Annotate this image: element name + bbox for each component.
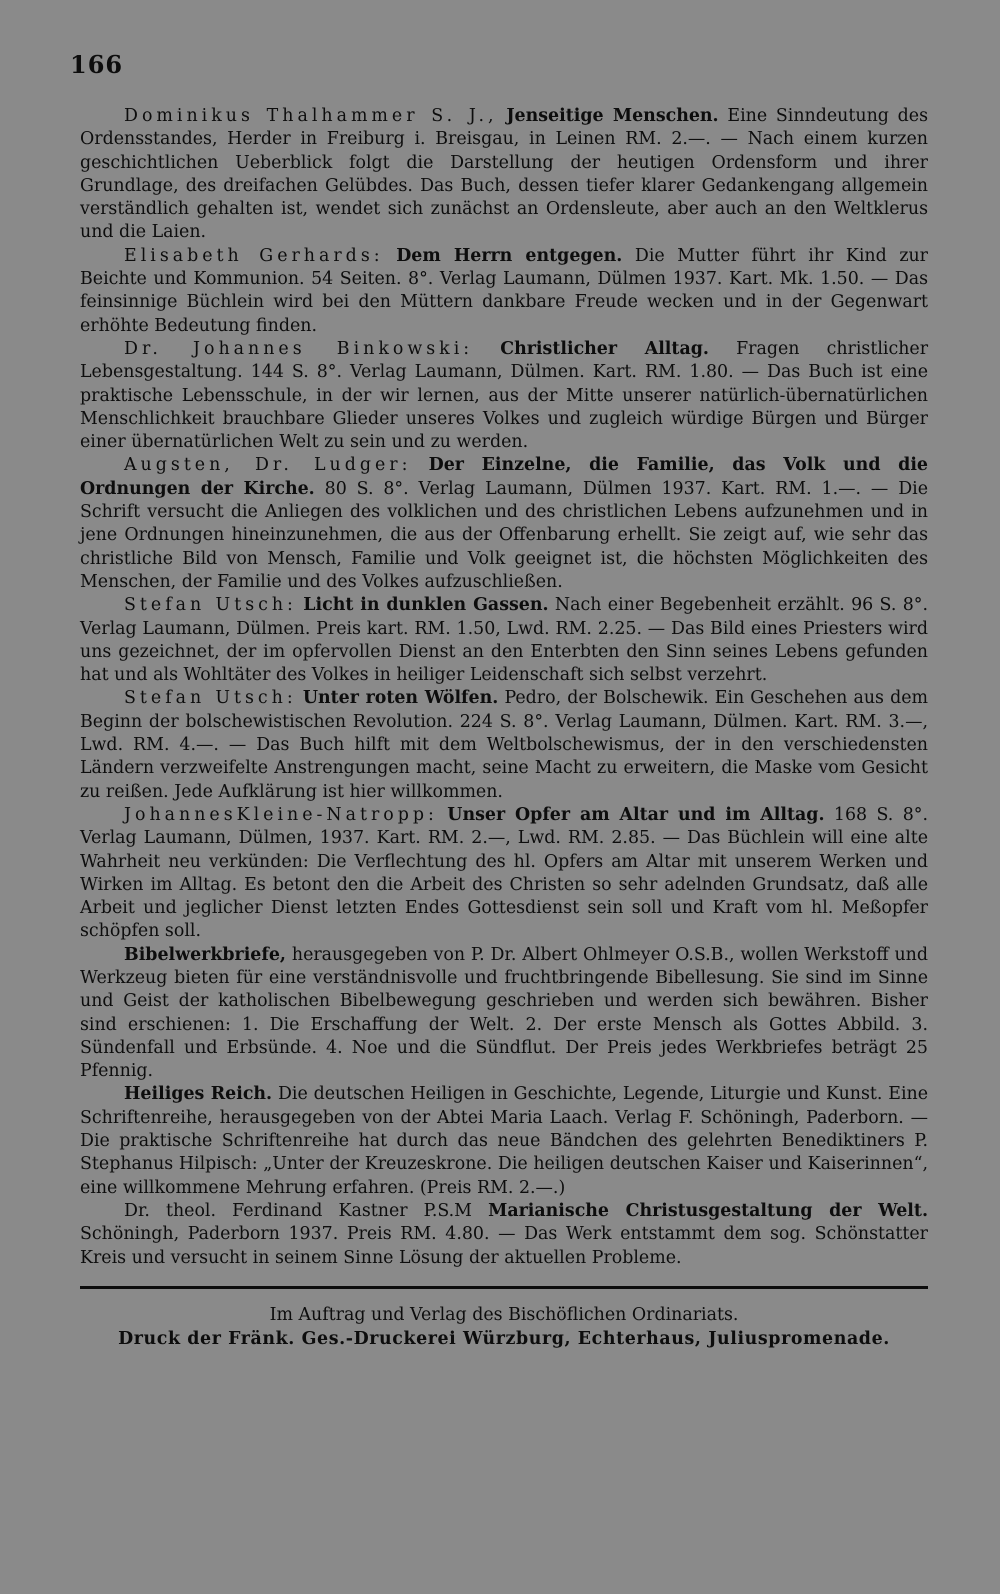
review-entry-thalhammer xyxy=(80,105,928,245)
entry-title: Unter roten Wölfen. xyxy=(302,688,499,709)
entry-text: Schöningh, Paderborn 1937. Preis RM. 4.80. — Das Werk entstammt dem sog. Schönstatter Kreis und versucht in seinem Sinne Lösung der aktuellen Probleme. xyxy=(80,1224,928,1268)
entry-title: Der Einzelne, die Familie, das Volk und die Ordnungen der Kirche. xyxy=(80,455,928,499)
entry-text: Die deutschen Heiligen in Geschichte, Legende, Liturgie und Kunst. Eine Schriftenreihe, herausgegeben von der Abtei Maria Laach. Verlag F. Schöningh, Paderborn. — Die praktische Schriftenreihe hat durch das neue Bändchen des gelehrten Benediktiners P. Stephanus Hilpisch: „Unter der Kreuzeskrone. Die heiligen deutschen Kaiser und Kaiserinnen“, eine willkommene Mehrung erfahren. (Preis RM. 2.—.) xyxy=(80,1084,929,1198)
review-entry-bibelwerkbriefe xyxy=(80,944,928,1084)
entry-text: Nach einer Begebenheit erzählt. 96 S. 8°. Verlag Laumann, Dülmen. Preis kart. RM. 1.50, Lwd. RM. 2.25. — Das Bild eines Priesters wird uns gezeichnet, der im opfervollen Dienst an den Enterbten den Sinn seines Lebens gefunden hat und als Wohltäter des Volkes in heiliger Leidenschaft sich selbst verzehrt. xyxy=(80,595,929,686)
entry-author: Dr. Johannes Binkowski: xyxy=(124,338,474,359)
entry-title: Unser Opfer am Altar und im Alltag. xyxy=(447,804,825,825)
imprint-printer: Druck der Fränk. Ges.-Druckerei Würzburg, Echterhaus, Juliuspromenade. xyxy=(118,1328,890,1349)
entry-title: Heiliges Reich. xyxy=(124,1084,273,1105)
entry-author: JohannesKleine-Natropp: xyxy=(124,804,438,825)
review-entry-gerhards xyxy=(80,245,928,338)
entry-author: Dominikus Thalhammer S. J., xyxy=(124,106,498,126)
entry-title: Christlicher Alltag. xyxy=(500,338,709,359)
review-entry-augsten xyxy=(80,454,928,594)
review-entry-utsch-woelfe xyxy=(80,687,928,803)
entry-author: Stefan Utsch: xyxy=(124,595,297,616)
entry-text: 168 S. 8°. Verlag Laumann, Dülmen, 1937. Kart. RM. 2.—, Lwd. RM. 2.85. — Das Büchlein will eine alte Wahrheit neu verkünden: Die Verflechtung des hl. Opfers am Altar mit unserem Werken und Wirken im Alltag. Es betont den die Arbeit des Christen so sehr adelnden Grundsatz, daß alle Arbeit und jeglicher Dienst letzten Endes Gottesdienst sein soll und Kraft vom hl. Meßopfer schöpfen soll. xyxy=(80,804,928,942)
review-entry-kastner xyxy=(80,1200,928,1270)
entry-text: Eine Sinndeutung des Ordensstandes, Herder in Freiburg i. Breisgau, in Leinen RM. 2.—. — Nach einem kurzen geschichtlichen Ueberblick folgt die Darstellung der heutigen Ordensform und ihrer Grundlage, des dreifachen Gelübdes. Das Buch, dessen tiefer klarer Gedankengang allgemein verständlich gehalten ist, wendet sich zunächst an Ordensleute, aber auch an den Weltklerus und die Laien. xyxy=(80,106,929,243)
imprint-publisher: Im Auftrag und Verlag des Bischöflichen Ordinariats. xyxy=(269,1304,739,1325)
review-list xyxy=(80,105,928,1270)
page xyxy=(70,50,929,1351)
entry-author: Dr. theol. Ferdinand Kastner P.S.M xyxy=(124,1200,472,1221)
review-entry-binkowski xyxy=(80,338,928,454)
entry-text: 80 S. 8°. Verlag Laumann, Dülmen 1937. Kart. RM. 1.—. — Die Schrift versucht die Anliegen des volklichen und des christlichen Lebens aufzunehmen und in jene Ordnungen hineinzunehmen, die aus der Offenbarung erhellt. Sie zeigt auf, wie sehr das christliche Bild von Mensch, Familie und Volk geeignet ist, die höchsten Möglichkeiten des Menschen, der Familie und des Volkes aufzuschließen. xyxy=(80,478,929,592)
entry-text: Pedro, der Bolschewik. Ein Geschehen aus dem Beginn der bolschewistischen Revolution. 224 S. 8°. Verlag Laumann, Dülmen. Kart. RM. 3.—, Lwd. RM. 4.—. — Das Buch hilft mit dem Weltbolschewismus, der in den verschiedensten Ländern verzweifelte Anstrengungen macht, seine Macht zu erweitern, die Maske vom Gesicht zu reißen. Jede Aufklärung ist hier willkommen. xyxy=(80,688,928,802)
entry-title: Jenseitige Menschen. xyxy=(506,106,719,126)
footer-divider xyxy=(80,1286,928,1289)
entry-title: Dem Herrn entgegen. xyxy=(396,245,623,266)
review-entry-utsch-licht xyxy=(80,594,928,687)
entry-title: Licht in dunklen Gassen. xyxy=(303,595,549,616)
entry-title: Marianische Christusgestaltung der Welt. xyxy=(488,1200,928,1221)
entry-text: herausgegeben von P. Dr. Albert Ohlmeyer O.S.B., wollen Werkstoff und Werkzeug bieten für eine verständnisvolle und fruchtbringende Bibellesung. Sie sind im Sinne und Geist der katholischen Bibelbewegung geschrieben und werden sich bewähren. Bisher sind erschienen: 1. Die Erschaffung der Welt. 2. Der erste Mensch als Gottes Abbild. 3. Sündenfall und Erbsünde. 4. Noe und die Sündflut. Der Preis jedes Werkbriefes beträgt 25 Pfennig. xyxy=(80,944,929,1082)
entry-author: Augsten, Dr. Ludger: xyxy=(124,455,412,476)
entry-author: Elisabeth Gerhards: xyxy=(124,245,384,266)
review-entry-heiliges-reich xyxy=(80,1083,928,1199)
entry-text: Fragen christlicher Lebensgestaltung. 144 S. 8°. Verlag Laumann, Dülmen. Kart. RM. 1.80. — Das Buch ist eine praktische Lebensschule, in der wir lernen, aus der Mitte unserer natürlich-übernatürlichen Menschlichkeit brauchbare Glieder unseres Volkes und zugleich würdige Bürgen und Bürger einer übernatürlichen Welt zu sein und zu werden. xyxy=(80,338,929,453)
imprint-footer xyxy=(80,1303,928,1351)
entry-title: Bibelwerkbriefe, xyxy=(124,944,286,965)
review-entry-kleine-natropp xyxy=(80,804,928,944)
entry-text: Die Mutter führt ihr Kind zur Beichte und Kommunion. 54 Seiten. 8°. Verlag Laumann, Dülmen 1937. Kart. Mk. 1.50. — Das feinsinnige Büchlein wird bei den Müttern dankbare Freude wecken und in der Gegenwart erhöhte Bedeutung finden. xyxy=(80,245,928,336)
page-number: 166 xyxy=(70,50,124,79)
entry-author: Stefan Utsch: xyxy=(124,688,297,709)
